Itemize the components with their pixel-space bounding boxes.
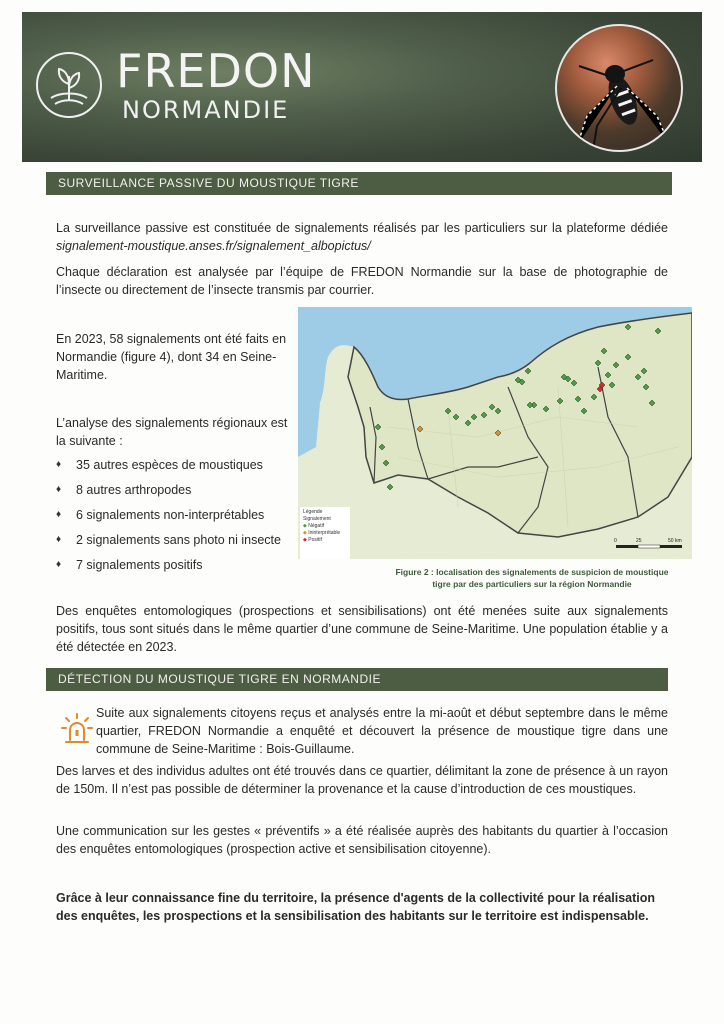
map-legend [300,507,350,559]
header-banner [22,12,702,162]
list-item: ♦ 2 signalements sans photo ni insecte [56,531,296,556]
uninterpretable-marker-icon: ◆ [303,530,307,536]
list-item: ♦ 6 signalements non-interprétables [56,506,296,531]
legend-label: Ininterprétable [308,530,341,536]
paragraph-2023-count: En 2023, 58 signalements ont été faits en Normandie (figure 4), dont 34 en Seine-Maritime. [56,332,287,382]
alert-beacon-icon [60,712,94,746]
figure-caption-line-1: Figure 2 : localisation des signalements de suspicion de moustique [395,567,669,577]
legend-item-negative [303,523,347,530]
fredon-logo-icon [36,52,102,118]
legend-title: Légende [303,509,323,515]
paragraph-conclusion: Grâce à leur connaissance fine du territoire, la présence d'agents de la collectivité pour la réalisation des enquêtes, les prospections et la sensibilisation des habitants sur le territoire est indispensable. [56,891,656,923]
legend-label: Positif [308,537,322,543]
platform-link[interactable]: signalement-moustique.anses.fr/signalement_albopictus/ [56,239,371,253]
paragraph-larvae: Des larves et des individus adultes ont été trouvés dans ce quartier, délimitant la zone de présence à un rayon de 150m. Il n’est pas possible de déterminer la provenance et la cause d’introduction de ces moustiques. [56,764,668,796]
legend-item-positive [303,537,347,544]
positive-marker-icon: ◆ [303,537,307,543]
logo-region: NORMANDIE [122,96,290,124]
paragraph-surveys: Des enquêtes entomologiques (prospections et sensibilisations) ont été menées suite aux signalements positifs, tous sont situés dans le même quartier d’une commune de Seine-Maritime. Une population établie y a été détectée en 2023. [56,604,668,654]
list-item: ♦ 7 signalements positifs [56,556,296,581]
paragraph-intro [56,219,668,255]
figure-caption [382,566,682,590]
negative-marker-icon: ◆ [303,523,307,529]
section-title-detection: DÉTECTION DU MOUSTIQUE TIGRE EN NORMANDIE [46,668,668,691]
logo-name: FREDON [116,44,316,98]
list-item: ♦ 35 autres espèces de moustiques [56,456,296,481]
tiger-mosquito-photo [555,24,683,152]
paragraph-detection: Suite aux signalements citoyens reçus et analysés entre la mi-août et début septembre dans le même quartier, FREDON Normandie a enquêté et découvert la présence de moustique tigre dans une commune de Seine-Maritime : Bois-Guillaume. [96,706,668,756]
paragraph-regional-analysis: L’analyse des signalements régionaux est la suivante : [56,416,288,448]
figure-caption-line-2: tigre par des particuliers sur la région Normandie [432,579,632,589]
paragraph-analysis-method: Chaque déclaration est analysée par l’équipe de FREDON Normandie sur la base de photographie de l’insecte ou directement de l’insecte transmis par courrier. [56,265,668,297]
section-title-passive-surveillance: SURVEILLANCE PASSIVE DU MOUSTIQUE TIGRE [46,172,672,195]
intro-text: La surveillance passive est constituée de signalements réalisés par les particuliers sur la plateforme dédiée [56,221,668,235]
normandy-map [298,307,692,559]
legend-subtitle: Signalement [303,516,331,522]
analysis-list [56,456,296,581]
scale-label-0: 0 [614,538,617,544]
paragraph-communication: Une communication sur les gestes « préventifs » a été réalisée auprès des habitants du quartier à l’occasion des enquêtes entomologiques (prospection active et sensibilisation citoyenne). [56,824,668,856]
list-item: ♦ 8 autres arthropodes [56,481,296,506]
scale-label-25: 25 [636,538,642,544]
legend-item-uninterpretable [303,530,347,537]
legend-label: Négatif [308,523,325,529]
scale-label-50: 50 km [668,538,682,544]
